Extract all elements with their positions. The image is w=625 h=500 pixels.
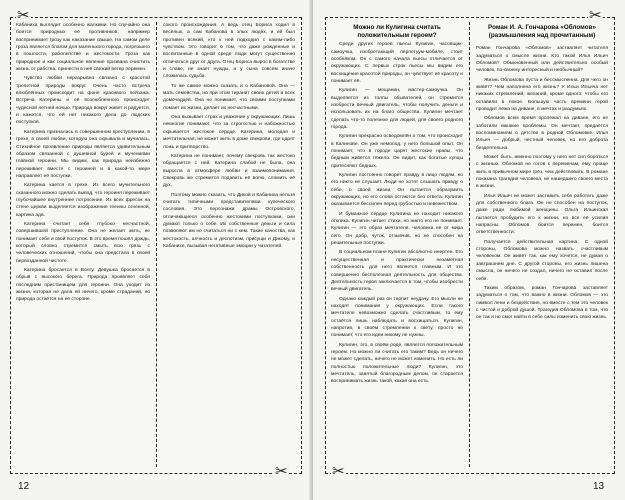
article-heading: Можно ли Кулигина считать положительным героем? — [353, 24, 441, 39]
paragraph: И бумажное сердце Кулигина не находит никакого отклика. Кулигин читает стихи, но никто его не понимает. Кулигин — это образ мечтателя, человека не от мира сего. Он добр, чуток, отзывчив, но не способен на решительные поступки. — [331, 211, 463, 247]
scissors-icon: ✂ — [589, 6, 602, 24]
paragraph: Таким образом, роман Гончарова заставляет задуматься о том, что важно в жизни. Обломов — это символ лени и бездействия, но вместе с тем это человек с чистой и доброй душой. Трагедия Обломова в том, что он так и не смог найти в себе силы изменить свою жизнь. — [476, 285, 608, 321]
left-page — [0, 0, 312, 500]
paragraph: Роман Гончарова «Обломов» заставляет читателя задуматься о смысле жизни. Кто такой Илья Ильич Обломов? Обыкновенный или действительно особый человек, по-своему интересный и необычный? — [476, 46, 608, 74]
paragraph: Чувство любви неразрывно связано с красотой трепетной природы вокруг. Очень часто встреча влюблённых происходит на фоне красивого пейзажа. Встреча Катерины и её возлюбленного происходит чудесной летней ночью. Природа вокруг живет и радуется, и кажется, что ей нет никакого дела до людских поступков. — [16, 76, 150, 126]
right-page — [313, 0, 625, 500]
paragraph: Катерина призналась в совершенном преступлении, в грехе, в своей любви, которую она скрывала и мучилась. Стихийное проявление природы является удивительным образом связанной с душевной бурей и мучениями главной героини. Мы видим, как природа неизбежно переживает вместе с героиней и в какой-то мере направляет её поступки. — [16, 129, 150, 179]
paragraph: Жизнь Обломова пуста и бессмысленна. Для чего он живёт? Чем наполнена его жизнь? У Ильи Ильича нет никаких стремлений, желаний, кроме одного: чтобы его оставили в покое. Большую часть времени герой проводит лёжа на диване, в мечтах и раздумьях. — [476, 77, 608, 112]
right-column-2 — [476, 24, 608, 467]
paragraph: Поэтому можно сказать, что Дикой и Кабаниха нельзя считать типичными представителями купеческого сословия. Это персонажи драмы Островского, отличающиеся особенно жестокими поступками, они думают только о себе. Их собственные деньги и сила позволяют им не считаться ни с кем. Такие качества, как жестокость, алчность и деспотизм, присущи и Дикому, и Кабанихе, вызывая негативные эмоции у читателей. — [163, 192, 295, 249]
paragraph: Кулигин прекрасно осведомлён о том, что происходит в Калинове. Он уже немолод, у него большой опыт. Он понимает, что в городе царят жестокие нравы, что бедным живётся тяжело. Он видит, как богатые купцы притесняют бедных. — [331, 134, 463, 169]
scissors-icon: ✂ — [17, 6, 30, 24]
page-number-left: 12 — [18, 481, 30, 492]
paragraph: Она вызывает страх и уважение у окружающих. Лишь немногие понимают, что за строгостью и набожностью скрывается жестокое сердце. Катерина, молодая и мечтательная, не может жить в доме свекрови, где царят ложь и притворство. — [163, 115, 295, 150]
paragraph: Катерина не понимает, почему свекровь так жестоко обращается с ней. Катерина слабой не была, она выросла в атмосфере любви и взаимопонимания. Свекровь же стремится подавить её волю, сломить её дух. — [163, 153, 295, 189]
paragraph: В социальном плане Кулигин абсолютно инертен. Его несущественная и практически незаметная собственность для него является главным. И это совершенно бесполезная деятельность для общества. Деятельность героя заключается в том, чтобы изобрести вечный двигатель. — [331, 250, 463, 293]
paragraph: сокого происхождения. А ведь отец Бориса ходил в весёлых, а сам Кабанова в злых людях, и ей был противен всякий, кто к ней подходил с каким-либо чувством. Это говорит о том, что даже рожденные и воспитанные в одной среде люди могут существенно отличаться друг от друга. Отец Бориса вырос в богатстве и славе, не знает нужды, а у сына совсем иначе сложилась судьба. — [163, 23, 295, 80]
right-column-1 — [331, 24, 463, 467]
paragraph: То же самое можно сказать и о Кабановой. Она — мать семейства, но при этом тиранит своих детей и всех домочадцев. Она не понимает, что своими поступками ломает их жизни, делает их несчастными. — [163, 83, 295, 111]
paragraph: Кулигин — мещанин, мастер-самоучка. Он выделяется из толпы обывателей, он стремится изобрести вечный двигатель, чтобы получить деньги и использовать их на благо общества. Кулигин мечтает сделать что-то полезное для людей, для своего родного города. — [331, 88, 463, 130]
paragraph: Обломов всем время пролежал на диване, его не заботили никакие проблемы. Он мечтает, предаётся воспоминаниям о детстве в родной Обломовке. Илья Ильич — добрый, честный человек, но его доброта бездеятельна. — [476, 116, 608, 151]
column-divider — [469, 22, 470, 467]
paragraph: Кулигин постоянно говорит правду в лицо людям, но его никто не слушает. Люди не хотят слышать правду о себе, о своей жизни. Он пытается образумить окружающих, но его слова остаются без ответа. Кулигин оказывается бессилен перед грубостью и невежеством. — [331, 173, 463, 208]
paragraph: Однако каждый раз он терпит неудачу. Его мысли не находят понимания у окружающих. Если такого мечтателя невозможно сделать счастливым, то ему остаётся лишь наблюдать и восхищаться. Кулигин, напротив, в своём стремлении к свету, просто не понимает, что его идеи никому не нужны. — [331, 296, 463, 339]
scissors-icon: ✂ — [275, 462, 288, 480]
paragraph: Катерина кается в грехе. Из всего мучительного сказанного можно сделать вывод, что героиня переживает глубочайшее внутреннее потрясение. Из всех фресок на стене церкви выделяется изображение геенны огненной, картина ада. — [16, 183, 150, 218]
page-number-right: 13 — [593, 481, 605, 492]
paragraph: Кулигин, это, в своём роде, является положительным героем. Но можно ли считать его таким? Ведь он ничего не может сделать, ничего не может изменить. Но есть ли полностью положительные люди? Кулигин, это мечтатель, занятый благородным делом, он старается воспринимать жизнь такой, какая она есть. — [331, 342, 463, 385]
left-column-1 — [16, 22, 150, 467]
paragraph: Кабаниха выглядит особенно жалкими. Но случайно она боится природных её противников, например воспринимает грозу как наказание свыше. На самом деле гроза является благом для маленького города, погрязшего в пошлости, раболепстве и жестокости. Гроза как природное и как социальное явление призвана очистить жизнь от рабства, принести в неё свежий ветер перемен. — [16, 23, 150, 73]
paragraph: Катерина считает себя глубоко несчастной, совершившей преступление. Она не желает жить, не понимает себя и свой поступок. В это время пошёл дождь, который словно стремится смыть всю грязь с человеческих отношений, чтобы она предстала в своей первозданной чистоте. — [16, 221, 150, 264]
left-column-2 — [163, 22, 295, 467]
paragraph: Катерина бросается в Волгу. Девушка бросается в обрыв с высокого берега. Природа проявляет себя последним пристанищем для героини. Она уходит из жизни, которая не дала ей ничего, кроме страданий, но природа остаётся на её стороне. — [16, 268, 150, 303]
paragraph: Получается действительная картина. С одной стороны, Обломова можно назвать счастливым человеком. Он живёт так, как ему хочется, не думая о завтрашнем дне. С другой стороны, его жизнь лишена смысла, он ничего не создал, ничего не оставил после себя. — [476, 239, 608, 282]
paragraph: Среди других героев пьесы Кулигин, часовщик-самоучка, изобретающий перпетуум-мобиле, стоит особняком. Он с самого начала пьесы отличается от окружающих. С первых строк пьесы мы видим его восхищение красотой природы, он чувствует её красоту и понимает её. — [331, 42, 463, 84]
paragraph: Илья Ильич не может заставить себя работать даже для собственного блага. Он не способен на поступок, даже ради любимой женщины. Ольга Ильинская пытается пробудить его к жизни, но все её усилия напрасны. Обломов боится перемен, боится ответственности. — [476, 193, 608, 236]
article-heading: Роман И. А. Гончарова «Обломов» (размышления над прочитанным) — [488, 24, 596, 39]
paragraph: Может быть, именно поэтому у него нет сил бороться с жизнью. Обломов не готов к переменам, ему проще жить в привычном мире грёз, чем действовать. В романе показана трагедия человека, не нашедшего своего места в жизни. — [476, 155, 608, 190]
scissors-icon: ✂ — [332, 462, 345, 480]
column-divider — [156, 22, 157, 467]
